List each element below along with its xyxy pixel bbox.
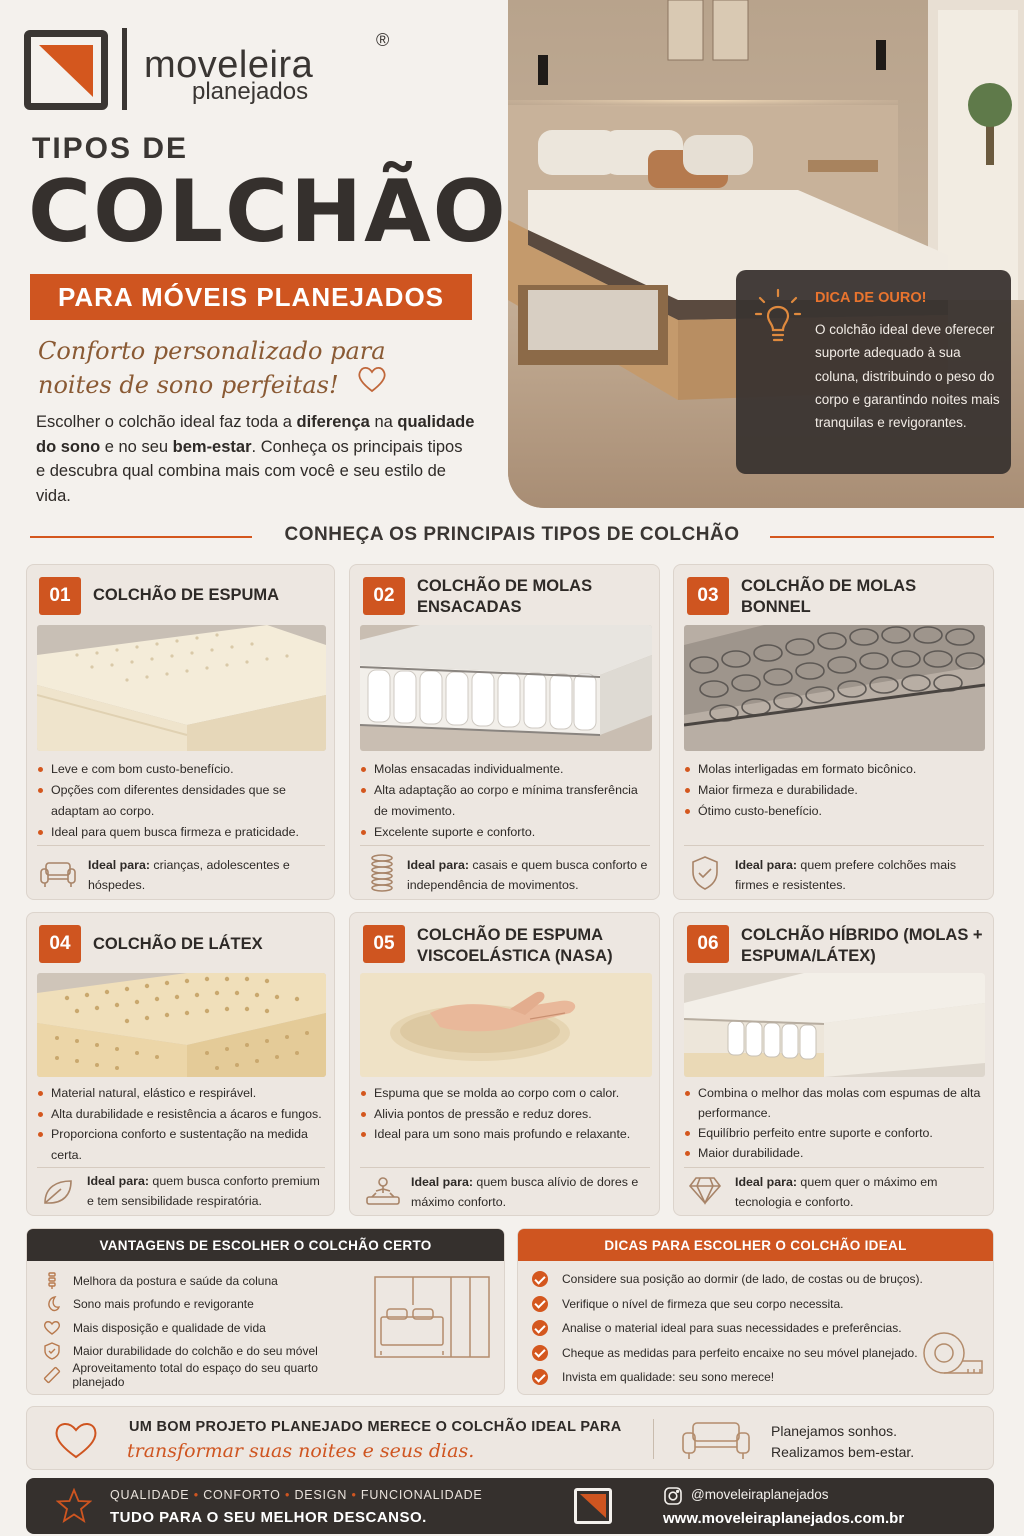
ideal-text: quem quer o máximo em tecnologia e conforto.	[735, 1175, 938, 1209]
card-ideal-for	[407, 855, 652, 895]
tip-item	[532, 1365, 932, 1390]
mattress-card-foam	[26, 564, 335, 900]
card-benefits	[37, 1083, 333, 1165]
card-benefits	[360, 1083, 656, 1145]
foam-mattress-image	[37, 625, 326, 751]
footer-values	[110, 1488, 483, 1502]
benefit-item: Espuma que se molda ao corpo com o calor.	[360, 1083, 656, 1104]
benefit-item: Excelente suporte e conforto.	[360, 822, 652, 843]
ideal-label: Ideal para:	[87, 1174, 149, 1188]
intro-text: Escolher o colchão ideal faz toda a	[36, 413, 297, 431]
ideal-text: quem busca conforto premium e tem sensibilidade respiratória.	[87, 1174, 320, 1208]
advantage-item	[37, 1269, 367, 1293]
benefit-item: Molas interligadas em formato bicônico.	[684, 759, 984, 780]
ideal-text: quem busca alívio de dores e máximo conforto.	[411, 1175, 639, 1209]
bonnel-spring-image	[684, 625, 985, 751]
intro-paragraph	[36, 410, 476, 508]
benefit-item: Ótimo custo-benefício.	[684, 801, 984, 822]
value-item: FUNCIONALIDADE	[360, 1488, 483, 1502]
intro-text: Conheça os principais tipos e descubra qual combina mais com você e seu estilo de vida.	[36, 437, 463, 505]
moon-icon	[37, 1295, 67, 1313]
memory-foam-image	[360, 973, 652, 1077]
tip-item	[532, 1292, 932, 1317]
advantage-text: Melhora da postura e saúde da coluna	[73, 1273, 278, 1288]
benefit-item: Maior durabilidade.	[684, 1143, 984, 1163]
card-divider	[360, 845, 650, 846]
benefit-item: Combina o melhor das molas com espumas de alta performance.	[684, 1083, 984, 1123]
value-separator: •	[193, 1488, 199, 1502]
brand-subtitle: planejados	[192, 78, 309, 105]
footer	[26, 1478, 994, 1534]
card-ideal-for	[735, 1172, 985, 1212]
hybrid-mattress-image	[684, 973, 985, 1077]
star-icon	[56, 1488, 92, 1524]
advantages-title: VANTAGENS DE ESCOLHER O COLCHÃO CERTO	[27, 1229, 504, 1261]
pocket-spring-image	[360, 625, 652, 751]
tip-item	[532, 1267, 932, 1292]
slogan-line2: Realizamos bem-estar.	[771, 1444, 915, 1460]
card-benefits	[37, 759, 327, 843]
tip-item	[532, 1341, 932, 1366]
tip-text: Analise o material ideal para suas necessidades e preferências.	[562, 1321, 902, 1336]
card-divider	[684, 1167, 984, 1168]
value-separator: •	[284, 1488, 291, 1502]
diamond-icon	[688, 1175, 722, 1205]
sofa-icon	[679, 1419, 753, 1461]
planned-bedroom-icon	[373, 1275, 491, 1359]
mattress-card-latex	[26, 912, 335, 1216]
latex-mattress-image	[37, 973, 326, 1077]
cta-slogan	[771, 1421, 914, 1463]
heart-outline-icon	[356, 364, 388, 394]
value-item: QUALIDADE	[110, 1488, 190, 1502]
script-tagline-line1: Conforto personalizado para	[38, 337, 386, 365]
card-benefits	[684, 1083, 984, 1163]
card-divider	[37, 845, 325, 846]
card-title: COLCHÃO HÍBRIDO (MOLAS + ESPUMA/LÁTEX)	[741, 926, 983, 965]
ideal-text: casais e quem busca conforto e independência de movimentos.	[407, 858, 648, 892]
ruler-icon	[37, 1366, 66, 1384]
mattress-card-memory-foam	[349, 912, 660, 1216]
ideal-text: quem prefere colchões mais firmes e resistentes.	[735, 858, 957, 892]
advantage-text: Aproveitamento total do espaço do seu quarto planejado	[72, 1360, 318, 1389]
sofa-icon	[39, 857, 77, 889]
card-number: 01	[39, 577, 81, 615]
mattress-card-bonnel-springs	[673, 564, 994, 900]
section-title: CONHEÇA OS PRINCIPAIS TIPOS DE COLCHÃO	[284, 524, 740, 545]
advantage-text: Sono mais profundo e revigorante	[73, 1297, 254, 1312]
ideal-label: Ideal para:	[411, 1175, 473, 1189]
card-number: 04	[39, 925, 81, 963]
headline-main: COLCHÃO	[28, 162, 508, 262]
tip-text: Cheque as medidas para perfeito encaixe no seu móvel planejado.	[562, 1345, 918, 1360]
advantage-item	[37, 1293, 367, 1317]
card-title: COLCHÃO DE ESPUMA	[93, 586, 280, 604]
ideal-text: crianças, adolescentes e hóspedes.	[88, 858, 290, 892]
card-ideal-for	[87, 1171, 327, 1211]
card-divider	[684, 845, 984, 846]
headline-ribbon: PARA MÓVEIS PLANEJADOS	[30, 274, 472, 320]
heart-outline-icon	[53, 1419, 99, 1461]
cta-divider	[653, 1419, 654, 1459]
benefit-item: Alta durabilidade e resistência a ácaros e fungos.	[37, 1104, 333, 1125]
value-item: DESIGN	[294, 1488, 348, 1502]
card-divider	[360, 1167, 650, 1168]
cta-banner	[26, 1406, 994, 1470]
shield-check-icon	[37, 1342, 67, 1360]
card-title: COLCHÃO DE ESPUMA VISCOELÁSTICA (NASA)	[417, 926, 613, 965]
cta-headline: UM BOM PROJETO PLANEJADO MERECE O COLCHÃO IDEAL PARA	[129, 1419, 622, 1435]
ideal-label: Ideal para:	[735, 858, 797, 872]
advantage-text: Mais disposição e qualidade de vida	[73, 1320, 266, 1335]
tip-text: Considere sua posição ao dormir (de lado, de costas ou de bruços).	[562, 1272, 923, 1287]
tips-list	[532, 1267, 932, 1390]
footer-logo	[574, 1488, 612, 1524]
cta-script: transformar suas noites e seus dias.	[127, 1440, 475, 1462]
card-divider	[37, 1167, 325, 1168]
website-link[interactable]: www.moveleiraplanejados.com.br	[663, 1510, 905, 1527]
benefit-item: Molas ensacadas individualmente.	[360, 759, 652, 780]
shield-icon	[690, 855, 720, 891]
card-ideal-for	[88, 855, 328, 895]
headline-line1: TIPOS DE	[32, 132, 189, 165]
card-title: COLCHÃO DE MOLAS ENSACADAS	[417, 577, 593, 616]
tip-text: Invista em qualidade: seu sono merece!	[562, 1370, 775, 1385]
advantage-item	[37, 1316, 367, 1340]
card-ideal-for	[735, 855, 985, 895]
card-number: 06	[687, 925, 729, 963]
intro-text: na	[369, 413, 398, 431]
check-icon	[532, 1369, 548, 1385]
card-benefits	[360, 759, 652, 843]
advantages-panel	[26, 1228, 505, 1395]
relax-icon	[364, 1175, 402, 1207]
card-title: COLCHÃO DE MOLAS BONNEL	[741, 577, 917, 616]
script-tagline-line2: noites de sono perfeitas!	[38, 371, 339, 399]
card-number: 05	[363, 925, 405, 963]
benefit-item: Alta adaptação ao corpo e mínima transferência de movimento.	[360, 780, 652, 822]
advantage-item	[37, 1340, 367, 1364]
tips-panel	[517, 1228, 994, 1395]
benefit-item: Leve e com bom custo-benefício.	[37, 759, 327, 780]
lightbulb-icon	[754, 288, 802, 348]
registered-mark: ®	[376, 30, 390, 50]
value-item: CONFORTO	[203, 1488, 281, 1502]
check-icon	[532, 1296, 548, 1312]
intro-bold: qualidade do sono	[36, 413, 475, 456]
benefit-item: Ideal para quem busca firmeza e praticidade.	[37, 822, 327, 843]
brand-name: moveleira	[144, 44, 314, 86]
intro-bold: diferença	[296, 413, 370, 431]
check-icon	[532, 1345, 548, 1361]
spine-icon	[37, 1272, 67, 1290]
heart-icon	[37, 1320, 67, 1336]
logo-divider	[122, 28, 127, 110]
advantage-item	[37, 1360, 367, 1389]
ideal-label: Ideal para:	[407, 858, 469, 872]
benefit-item: Equilíbrio perfeito entre suporte e conforto.	[684, 1123, 984, 1143]
benefit-item: Maior firmeza e durabilidade.	[684, 780, 984, 801]
ideal-label: Ideal para:	[88, 858, 150, 872]
card-ideal-for	[411, 1172, 651, 1212]
mattress-card-hybrid	[673, 912, 994, 1216]
value-separator: •	[351, 1488, 357, 1502]
check-icon	[532, 1320, 548, 1336]
instagram-icon[interactable]	[663, 1486, 683, 1506]
intro-text: .	[251, 437, 257, 456]
benefit-item: Alivia pontos de pressão e reduz dores.	[360, 1104, 656, 1125]
intro-bold: bem-estar	[172, 437, 252, 456]
leaf-icon	[41, 1177, 75, 1207]
mattress-card-pocket-springs	[349, 564, 660, 900]
card-title: COLCHÃO DE LÁTEX	[93, 935, 263, 953]
instagram-handle[interactable]: @moveleiraplanejados	[691, 1487, 829, 1502]
tip-text: O colchão ideal deve oferecer suporte adequado à sua coluna, distribuindo o peso do corpo e garantindo noites mais tranquilas e revigorantes.	[815, 322, 1000, 431]
benefit-item: Proporciona conforto e sustentação na medida certa.	[37, 1124, 333, 1165]
check-icon	[532, 1271, 548, 1287]
spring-icon	[368, 853, 396, 893]
measuring-tape-icon	[922, 1329, 986, 1385]
benefit-item: Opções com diferentes densidades que se adaptam ao corpo.	[37, 780, 327, 822]
card-number: 02	[363, 577, 405, 615]
ideal-label: Ideal para:	[735, 1175, 797, 1189]
logo-mark	[24, 30, 108, 110]
tip-item	[532, 1316, 932, 1341]
card-benefits	[684, 759, 984, 822]
slogan-line1: Planejamos sonhos.	[771, 1423, 898, 1439]
tip-title: DICA DE OURO!	[815, 290, 927, 306]
tip-text: Verifique o nível de firmeza que seu corpo necessita.	[562, 1296, 844, 1311]
intro-text: e no seu	[100, 437, 173, 456]
advantage-text: Maior durabilidade do colchão e do seu móvel	[73, 1344, 318, 1359]
tips-title: DICAS PARA ESCOLHER O COLCHÃO IDEAL	[518, 1229, 993, 1261]
advantages-list	[37, 1269, 367, 1387]
card-number: 03	[687, 577, 729, 615]
benefit-item: Material natural, elástico e respirável.	[37, 1083, 333, 1104]
footer-tagline: TUDO PARA O SEU MELHOR DESCANSO.	[110, 1509, 427, 1526]
benefit-item: Ideal para um sono mais profundo e relaxante.	[360, 1124, 656, 1145]
